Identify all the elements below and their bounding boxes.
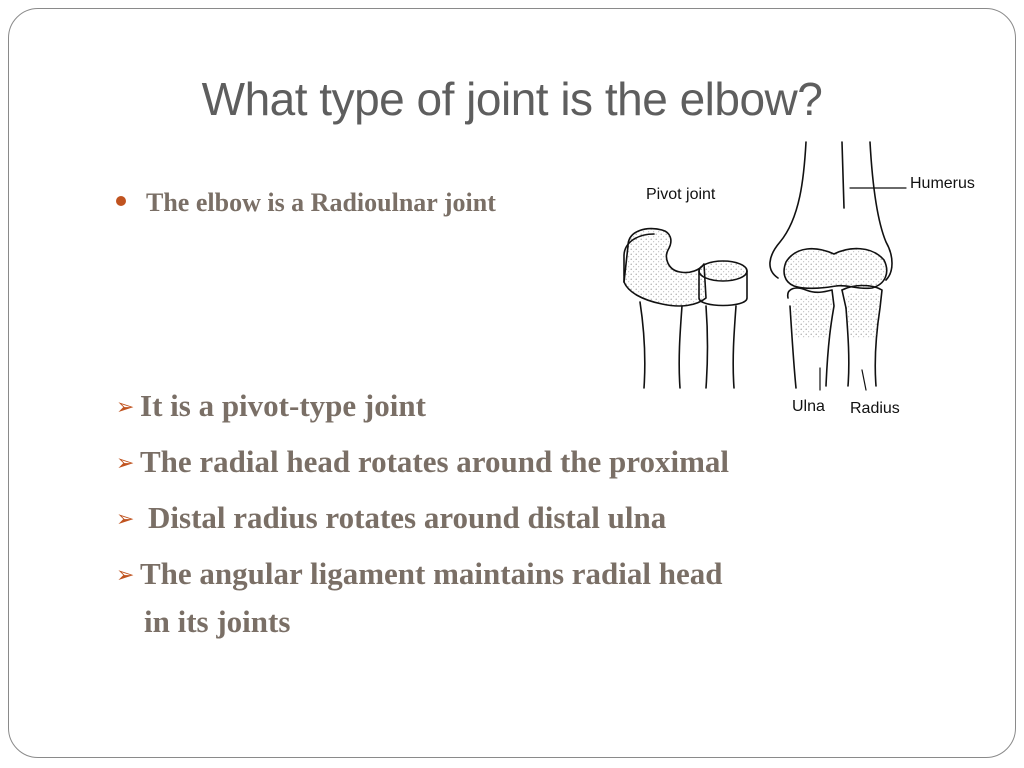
bullet-text: The elbow is a Radioulnar joint [146, 188, 496, 217]
point-2-text: The radial head rotates around the proximal [140, 444, 730, 479]
humerus-label: Humerus [910, 175, 975, 192]
slide-title: What type of joint is the elbow? [201, 73, 823, 125]
ulna-label: Ulna [792, 398, 825, 415]
point-3 [116, 496, 666, 542]
radius-label: Radius [850, 400, 900, 417]
point-2 [116, 440, 729, 486]
arrow-bullet-icon: ➢ [116, 563, 135, 588]
pivot-joint-label: Pivot joint [646, 186, 716, 203]
point-4-text: The angular ligament maintains radial head [140, 556, 723, 591]
arrow-bullet-icon: ➢ [116, 395, 135, 420]
elbow-joint-figure [610, 138, 1000, 428]
point-1-text: It is a pivot-type joint [140, 388, 426, 423]
arrow-bullet-icon: ➢ [116, 507, 135, 532]
point-4 [116, 552, 722, 598]
arrow-bullet-icon: ➢ [116, 451, 135, 476]
point-1 [116, 384, 426, 430]
bullet-dot-icon [116, 196, 126, 206]
point-3-text: Distal radius rotates around distal ulna [148, 500, 667, 535]
point-4-continuation: in its joints [144, 604, 291, 639]
